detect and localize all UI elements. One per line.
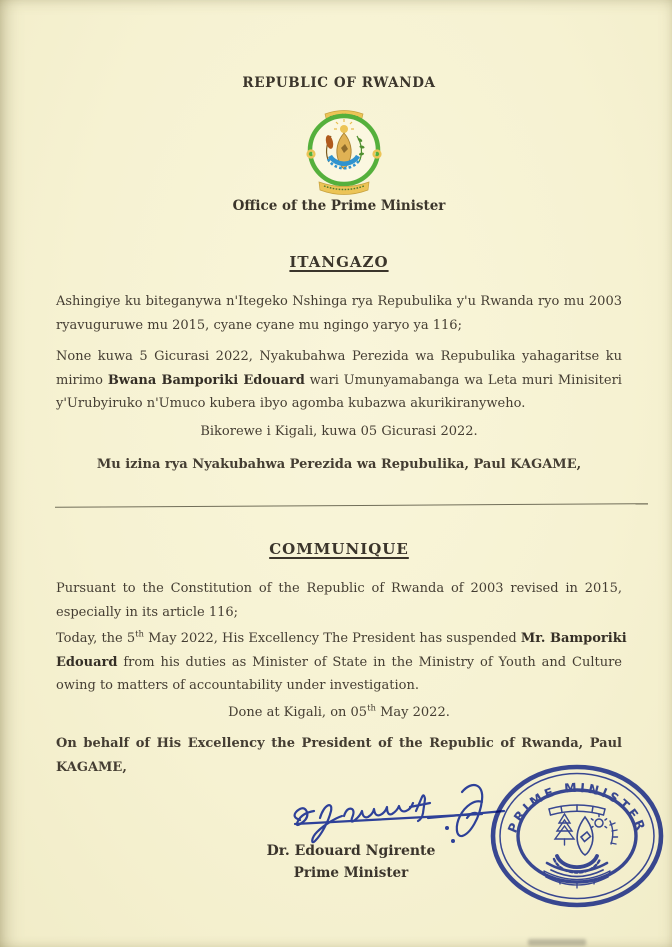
itangazo-paragraph-2 [56, 345, 622, 416]
communique-paragraph-1 [56, 577, 622, 624]
paragraph-line [56, 651, 622, 675]
prime-minister-stamp [489, 763, 666, 909]
stamp-droplet-icon [577, 817, 593, 855]
paragraph-line: None kuwa 5 Gicurasi 2022, Nyakubahwa Perezida wa Repubulika yahagaritse ku [56, 349, 622, 364]
stamp-banner-top-icon [549, 805, 605, 815]
paragraph-line: Ashingiye ku biteganywa n'Itegeko Nshinga rya Repubulika y'u Rwanda ryo mu 2003 [56, 294, 622, 309]
suspended-official-name: Edouard [56, 654, 118, 670]
paragraph-line: y'Urubyiruko n'Umuco kubera ibyo agomba kubazwa akurikiranyweho. [56, 396, 526, 411]
itangazo-dateline: Bikorewe i Kigali, kuwa 05 Gicurasi 2022. [200, 424, 478, 439]
signature-flourish-loop [457, 785, 482, 836]
stamp-arc-text: PRIME MINISTER [504, 779, 650, 835]
itangazo-paragraph-1 [56, 290, 622, 337]
communique-dateline [50, 701, 628, 725]
stamp-sun-icon [591, 815, 606, 828]
paragraph-line: Pursuant to the Constitution of the Republic of Rwanda of 2003 revised in 2015, [56, 581, 622, 596]
signatory-name: Dr. Edouard Ngirente [266, 843, 436, 859]
republic-title: REPUBLIC OF RWANDA [242, 75, 436, 91]
suspended-official-name: Bwana Bamporiki Edouard [107, 372, 305, 388]
stamp-tree-icon [555, 814, 574, 845]
suspended-official-name: Mr. Bamporiki [520, 631, 627, 646]
signature-dots [445, 826, 455, 843]
section-divider [55, 503, 648, 508]
stamp-branch-icon [610, 821, 618, 844]
itangazo-behalf-line: Mu izina rya Nyakubahwa Perezida wa Repubulika, Paul KAGAME, [96, 457, 582, 472]
ordinal-suffix: th [367, 703, 376, 714]
text-segment: May 2022, His Excellency The President has suspended [144, 631, 521, 646]
text-segment: May 2022. [375, 705, 450, 720]
paragraph-line: ryavuguruwe mu 2015, cyane cyane mu ngingo yaryo ya 116; [56, 317, 462, 333]
paragraph-line: KAGAME, [56, 759, 127, 775]
paragraph-line [56, 627, 627, 651]
text-segment: wari Umunyamabanga wa Leta muri Minisiteri [304, 372, 622, 388]
text-segment: Today, the 5 [56, 631, 136, 646]
paragraph-line [56, 369, 622, 393]
paragraph-line: especially in its article 116; [56, 604, 239, 620]
text-segment: Done at Kigali, on 05 [228, 705, 368, 720]
office-title: Office of the Prime Minister [232, 198, 446, 214]
itangazo-heading: ITANGAZO [289, 253, 389, 271]
text-segment: from his duties as Minister of State in the Ministry of Youth and Culture [117, 654, 622, 670]
rwanda-coat-of-arms [303, 106, 385, 196]
scan-artifact [528, 939, 586, 946]
stamp-wreath-icon [547, 863, 607, 877]
communique-heading: COMMUNIQUE [269, 540, 409, 558]
ordinal-suffix: th [135, 629, 145, 640]
signatory-title: Prime Minister [293, 865, 409, 881]
paragraph-line: owing to matters of accountability under investigation. [56, 678, 419, 693]
text-segment: mirimo [56, 372, 108, 388]
paragraph-line: On behalf of His Excellency the President of the Republic of Rwanda, Paul [56, 736, 622, 751]
communique-paragraph-2 [56, 627, 627, 698]
